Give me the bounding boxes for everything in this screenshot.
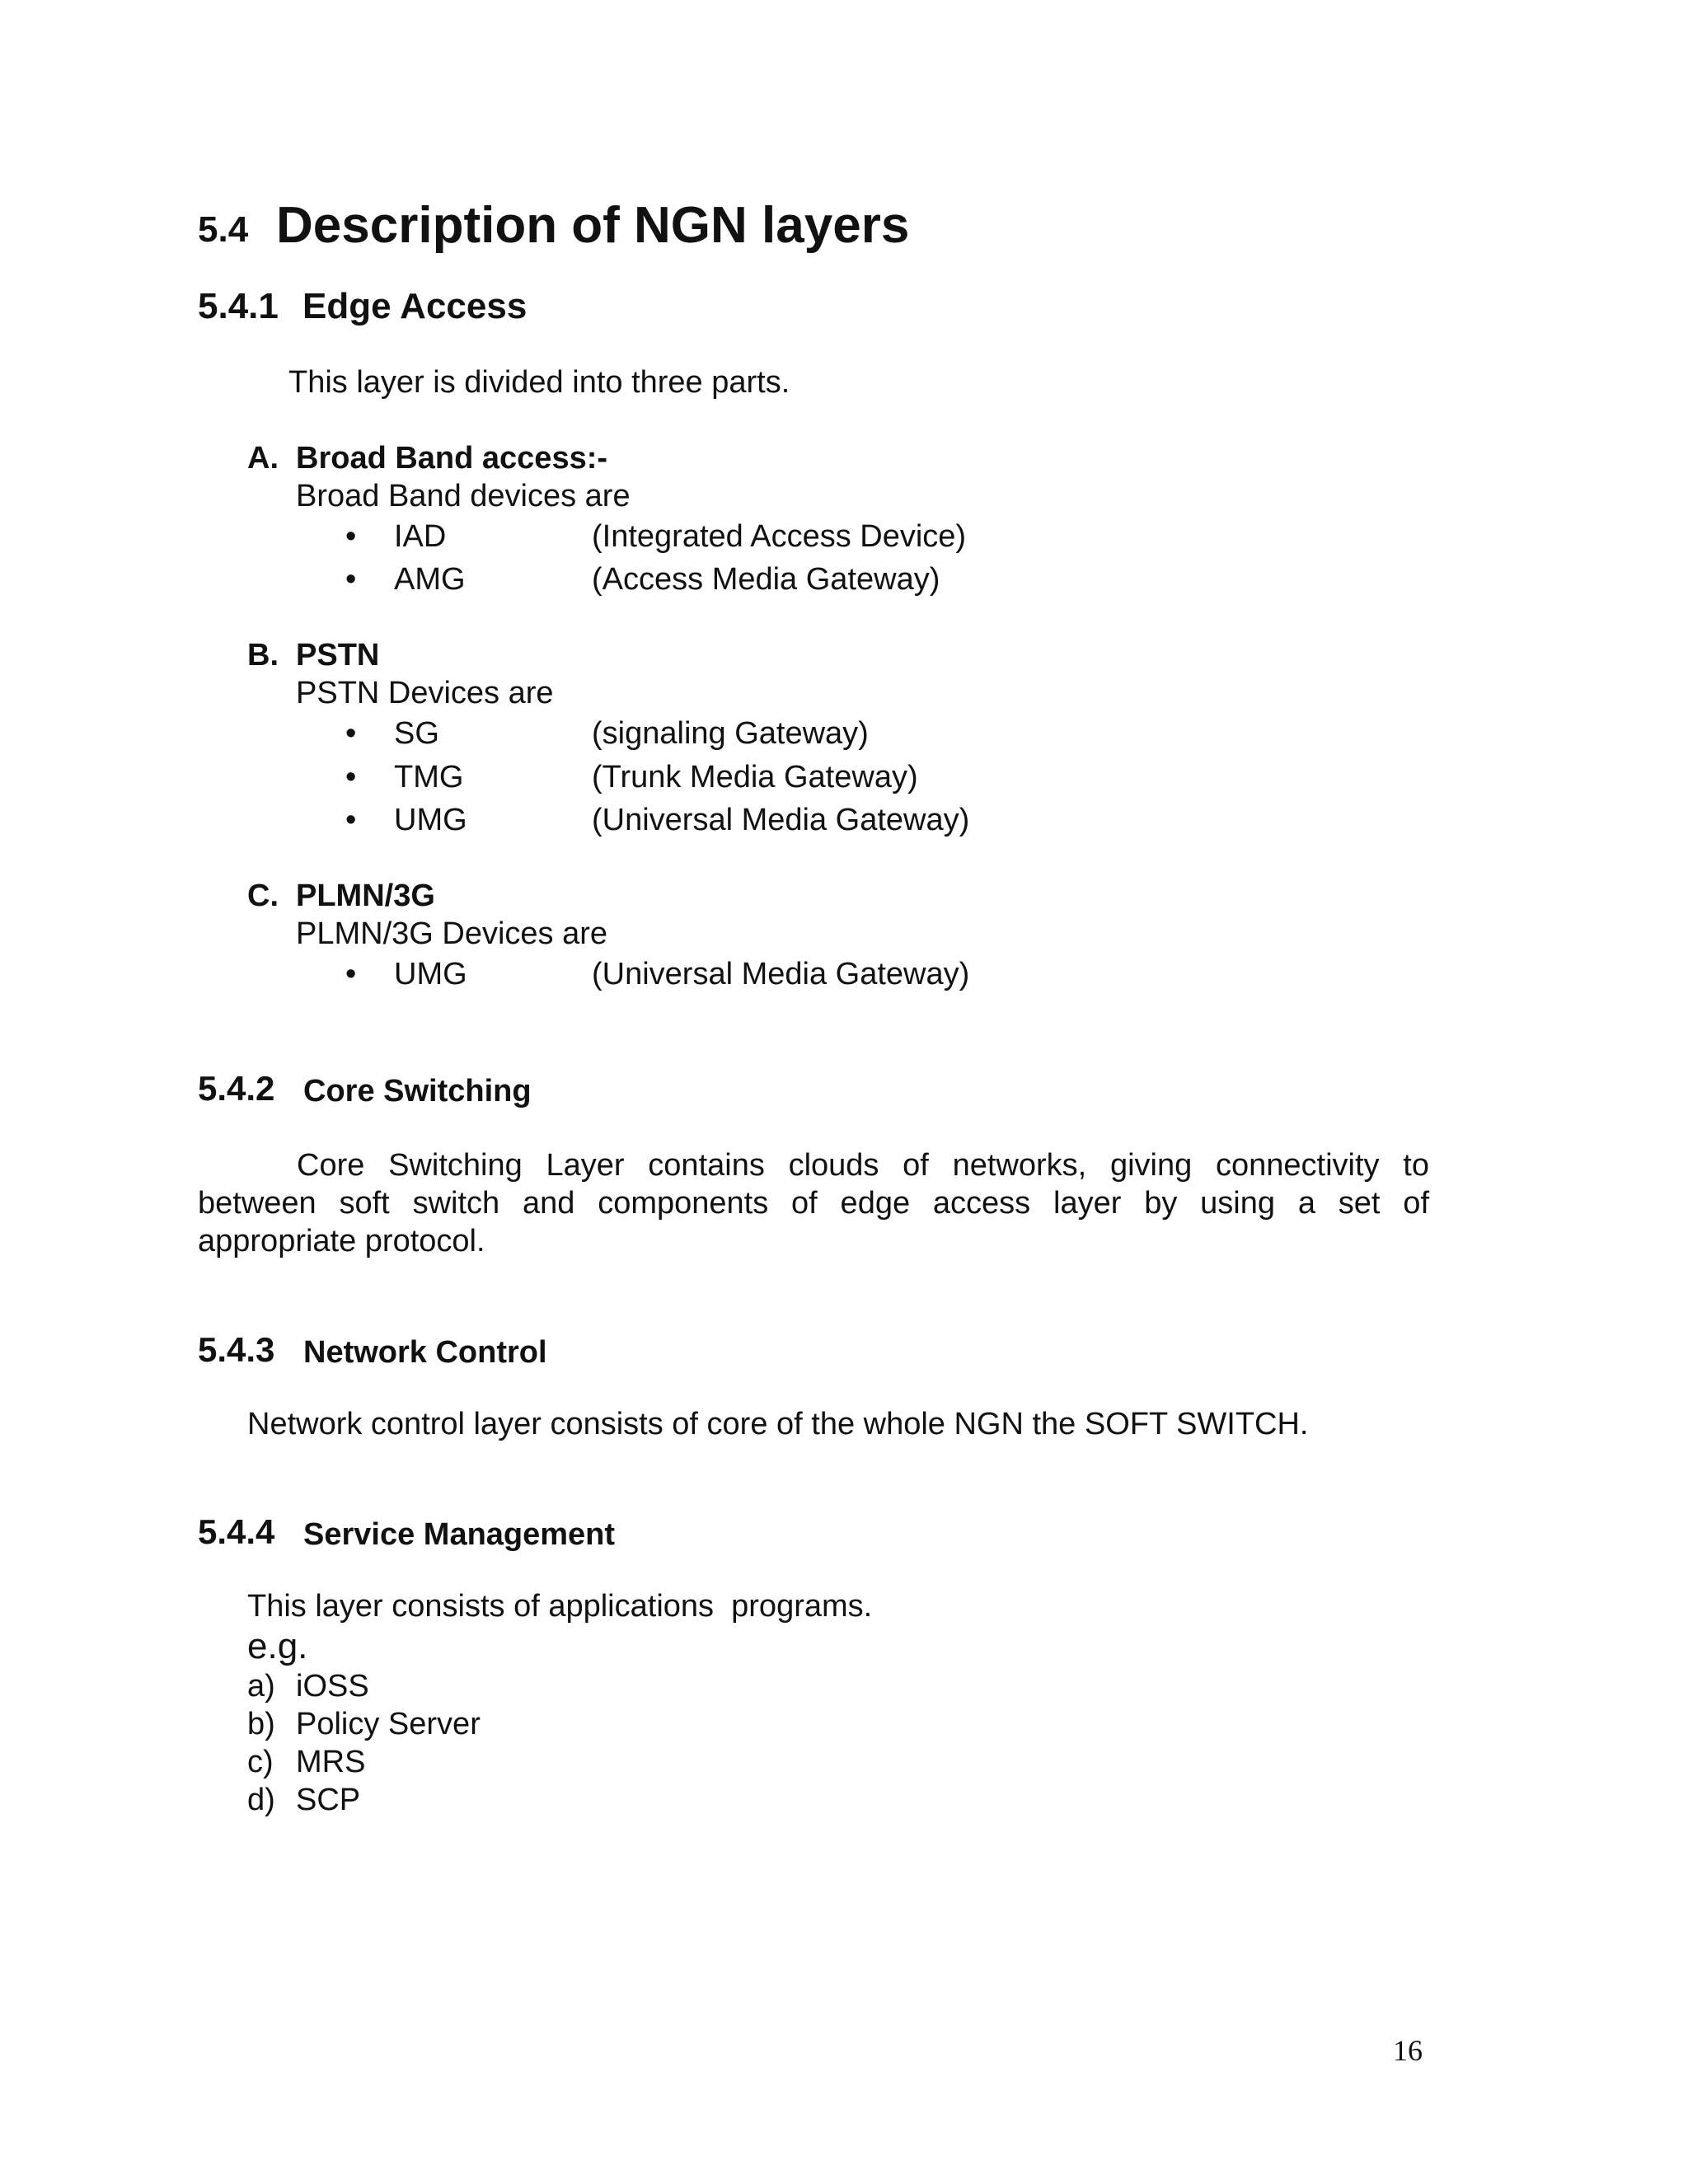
edge-access-intro: This layer is divided into three parts. bbox=[288, 365, 790, 400]
subsection-title-edge-access: Edge Access bbox=[302, 286, 528, 326]
device-name: (Integrated Access Device) bbox=[592, 519, 967, 554]
list-item: SCP bbox=[296, 1783, 361, 1817]
device-name: (Universal Media Gateway) bbox=[592, 803, 970, 837]
device-abbr: SG bbox=[394, 716, 439, 751]
part-letter-c: C. bbox=[247, 879, 279, 913]
subsection-number-core-switching: 5.4.2 bbox=[198, 1069, 275, 1108]
device-name: (Trunk Media Gateway) bbox=[592, 760, 918, 794]
part-title-pstn: PSTN bbox=[296, 638, 380, 673]
section-number: 5.4 bbox=[198, 209, 249, 250]
device-abbr: AMG bbox=[394, 562, 466, 597]
section-title: Description of NGN layers bbox=[276, 197, 910, 254]
list-marker: d) bbox=[247, 1783, 275, 1817]
device-abbr: TMG bbox=[394, 760, 464, 794]
part-title-plmn: PLMN/3G bbox=[296, 879, 435, 913]
list-item: iOSS bbox=[296, 1669, 369, 1704]
subsection-title-core-switching: Core Switching bbox=[303, 1074, 532, 1108]
part-devices-label-pstn: PSTN Devices are bbox=[296, 676, 554, 710]
subsection-number-service-management: 5.4.4 bbox=[198, 1512, 275, 1551]
device-abbr: UMG bbox=[394, 803, 467, 837]
subsection-title-network-control: Network Control bbox=[303, 1335, 547, 1370]
list-marker: c) bbox=[247, 1745, 274, 1779]
list-item: MRS bbox=[296, 1745, 366, 1779]
bullet-icon: • bbox=[345, 519, 357, 554]
part-title-broadband: Broad Band access:- bbox=[296, 441, 608, 476]
page-number: 16 bbox=[1393, 2034, 1423, 2067]
device-abbr: IAD bbox=[394, 519, 447, 554]
part-devices-label-broadband: Broad Band devices are bbox=[296, 479, 631, 513]
list-item: Policy Server bbox=[296, 1707, 481, 1741]
subsection-number-edge-access: 5.4.1 bbox=[198, 286, 279, 326]
list-marker: b) bbox=[247, 1707, 275, 1741]
part-letter-b: B. bbox=[247, 638, 279, 673]
bullet-icon: • bbox=[345, 716, 357, 751]
list-marker: a) bbox=[247, 1669, 275, 1704]
device-name: (signaling Gateway) bbox=[592, 716, 869, 751]
bullet-icon: • bbox=[345, 562, 357, 597]
device-name: (Access Media Gateway) bbox=[592, 562, 940, 597]
core-switching-line-1: Core Switching Layer contains clouds of networks, giving connectivity to bbox=[297, 1148, 1429, 1183]
service-management-paragraph: This layer consists of applications programs. bbox=[247, 1589, 873, 1624]
network-control-paragraph: Network control layer consists of core of the whole NGN the SOFT SWITCH. bbox=[247, 1407, 1309, 1441]
part-letter-a: A. bbox=[247, 441, 279, 476]
part-devices-label-plmn: PLMN/3G Devices are bbox=[296, 916, 608, 951]
subsection-title-service-management: Service Management bbox=[303, 1517, 616, 1552]
core-switching-line-3: appropriate protocol. bbox=[198, 1224, 485, 1258]
device-name: (Universal Media Gateway) bbox=[592, 957, 970, 991]
bullet-icon: • bbox=[345, 957, 357, 991]
core-switching-line-2: between soft switch and components of edge access layer by using a set of bbox=[198, 1186, 1429, 1221]
bullet-icon: • bbox=[345, 760, 357, 794]
device-abbr: UMG bbox=[394, 957, 467, 991]
eg-label: e.g. bbox=[247, 1626, 308, 1666]
bullet-icon: • bbox=[345, 803, 357, 837]
subsection-number-network-control: 5.4.3 bbox=[198, 1330, 275, 1369]
core-switching-paragraph bbox=[198, 1146, 1429, 1260]
